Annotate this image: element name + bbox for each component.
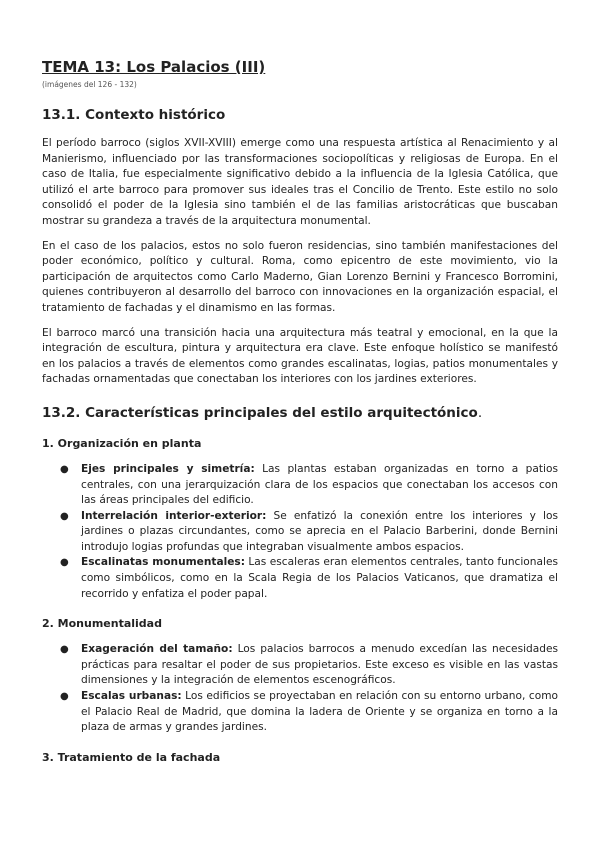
list-item-term: Ejes principales y simetría: [81,462,255,475]
subsection-1-heading: 1. Organización en planta [42,436,202,450]
subsection-2-list [42,642,558,736]
list-item [60,509,558,556]
section-2-heading-text: 13.2. Características principales del estilo arquitectónico [42,404,478,421]
list-item-term: Escalas urbanas: [81,690,182,703]
list-item-text: Las plantas estaban organizadas en torno a patios centrales, con una jerarquización clara de los espacios que conectaban los accesos con las áreas principales del edificio. [81,462,558,507]
list-item-text: Los edificios se proyectaban en relación con su entorno urbano, como el Palacio Real de Madrid, que domina la ladera de Oriente y se organiza en torno a la plaza de armas y grandes jardines. [81,690,558,734]
list-item-term: Exageración del tamaño: [81,643,233,656]
bullet-icon: ● [60,644,69,656]
document-title: TEMA 13: Los Palacios (III) [42,58,266,76]
list-item-text: Se enfatizó la conexión entre los interiores y los jardines o plazas circundantes, como se aprecia en el Palacio Barberini, donde Bernini introdujo logias profundas que integraban visualmente ambos espacios. [81,509,558,553]
section-2-heading [42,404,558,422]
bullet-icon: ● [60,691,69,703]
section-2-heading-tail: . [477,404,483,421]
list-item-text: Las escaleras eran elementos centrales, tanto funcionales como simbólicos, como en la Scala Regia de los Palacios Vaticanos, que dramatiza el recorrido y enfatiza el poder papal. [81,556,558,600]
subsection-3-heading: 3. Tratamiento de la fachada [42,750,221,764]
section-1-paragraph-3: El barroco marcó una transición hacia una arquitectura más teatral y emocional, en la que la integración de escultura, pintura y arquitectura era clave. Este enfoque holístico se manifestó en los palacios a través de elementos como grandes escalinatas, logias, patios monumentales y fachadas ornamentadas que conectaban los interiores con los jardines exteriores. [42,326,558,386]
list-item [60,642,559,689]
list-item [60,555,558,602]
subsection-2-heading: 2. Monumentalidad [42,617,162,631]
list-item-term: Escalinatas monumentales: [81,556,245,569]
list-item [60,462,558,509]
bullet-icon: ● [60,510,69,522]
bullet-icon: ● [60,557,69,569]
section-1-paragraph-2: En el caso de los palacios, estos no solo fueron residencias, sino también manifestaciones del poder económico, político y cultural. Roma, como epicentro de este movimiento, vio la participación de arquitectos como Carlo Maderno, Gian Lorenzo Bernini y Francesco Borromini, quienes contribuyeron al desarrollo del barroco con innovaciones en la organización espacial, el tratamiento de fachadas y el dinamismo en las formas. [42,239,558,314]
section-1-paragraph-1: El período barroco (siglos XVII-XVIII) emerge como una respuesta artística al Renacimiento y al Manierismo, influenciado por las transformaciones sociopolíticas y religiosas de Europa. En el caso de Italia, fue especialmente significativo debido a la influencia de la Iglesia Católica, que utilizó el arte barroco para promover sus ideales tras el Concilio de Trento. Este estilo no solo consolidó el poder de la Iglesia sino también el de las familias aristocráticas que buscaban mostrar su grandeza a través de la arquitectura monumental. [42,137,558,227]
document-page [42,58,558,776]
subsection-1-list [42,462,558,602]
document-subtitle: (imágenes del 126 - 132) [42,80,137,89]
list-item-term: Interrelación interior-exterior: [81,509,267,522]
bullet-icon: ● [60,463,69,475]
list-item [60,689,558,736]
list-item-text: Los palacios barrocos a menudo excedían las necesidades prácticas para resaltar el poder de sus propietarios. Este exceso es visible en las vastas dimensiones y la integración de elementos escenográficos. [81,643,559,687]
section-1-heading: 13.1. Contexto histórico [42,107,226,123]
